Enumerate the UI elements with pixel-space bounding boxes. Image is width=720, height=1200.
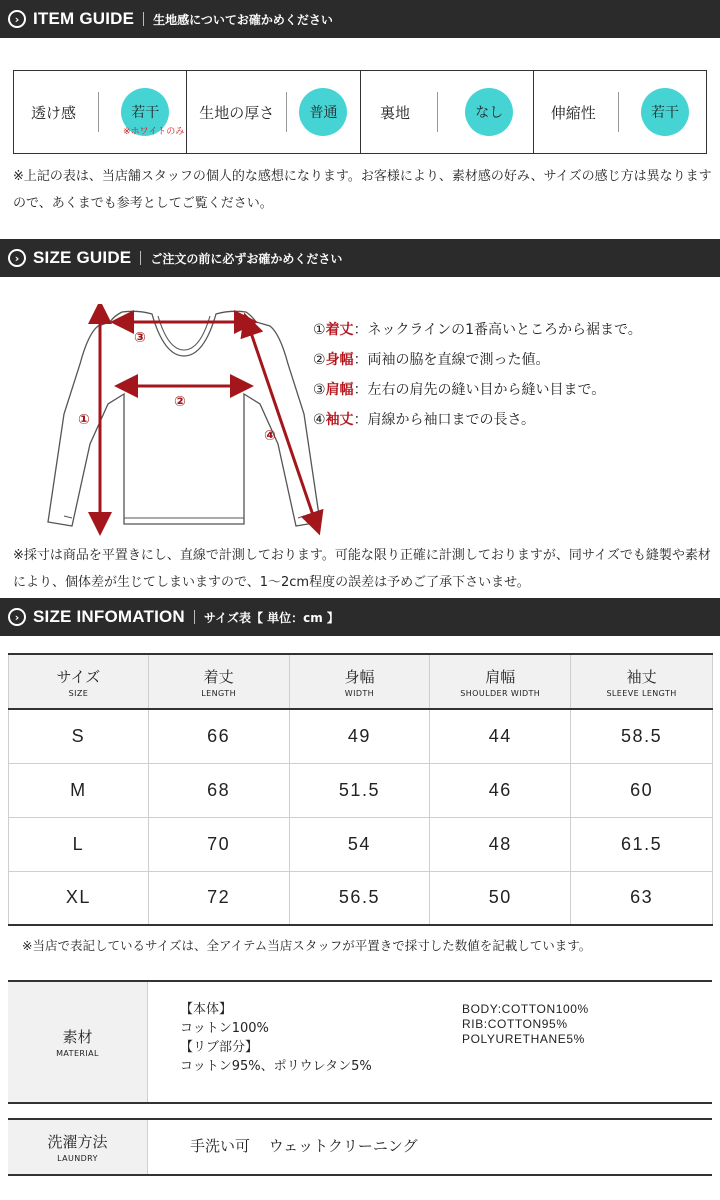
- table-row: [9, 871, 713, 925]
- size-table-header-row: [9, 654, 713, 709]
- size-guide-title: SIZE GUIDE: [33, 248, 132, 267]
- chevron-right-circle-icon: ›: [8, 249, 26, 267]
- table-row: [9, 709, 713, 763]
- shirt-measurement-diagram: [40, 304, 330, 539]
- size-info-header: [0, 598, 720, 636]
- table-cell: 44: [430, 709, 571, 763]
- column-header-jp: 肩幅: [485, 667, 516, 686]
- table-cell: 58.5: [571, 709, 713, 763]
- column-header: [430, 654, 571, 709]
- table-cell: 54: [289, 817, 430, 871]
- material-label-jp: 素材: [62, 1028, 93, 1046]
- guide-value-badge: なし: [465, 88, 513, 136]
- column-header: [9, 654, 149, 709]
- measure-key: 着丈: [325, 322, 354, 338]
- size-table: [8, 653, 713, 926]
- item-guide-header: [0, 0, 720, 38]
- header-divider: [140, 251, 141, 265]
- table-cell: 70: [148, 817, 289, 871]
- measure-item: [313, 405, 642, 435]
- guide-cell-lining: [361, 71, 534, 153]
- item-guide-note: ※上記の表は、当店舗スタッフの個人的な感想になります。お客様により、素材感の好み、サイズの感じ方は異なりますので、あくまでも参考としてご覧ください。: [13, 169, 712, 211]
- column-header: [289, 654, 430, 709]
- measure-key: 袖丈: [325, 412, 354, 428]
- material-line: コットン100%: [180, 1021, 269, 1036]
- table-cell: 66: [148, 709, 289, 763]
- material-label: [8, 982, 148, 1102]
- measure-key: 肩幅: [325, 382, 354, 398]
- guide-value-badge: 普通: [299, 88, 347, 136]
- marker-sleeve: ④: [264, 428, 276, 444]
- fabric-guide-table: [13, 70, 707, 154]
- marker-length: ①: [78, 412, 90, 428]
- table-row: [9, 763, 713, 817]
- measurement-legend: [313, 315, 642, 435]
- size-guide-header: [0, 239, 720, 277]
- size-info-note: ※当店で表記しているサイズは、全アイテム当店スタッフが平置きで採寸した数値を記載しています。: [22, 938, 592, 953]
- measure-item: [313, 315, 642, 345]
- size-guide-subtitle: ご注文の前に必ずお確かめください: [150, 251, 343, 266]
- guide-divider: [286, 92, 287, 132]
- column-header-jp: 身幅: [344, 667, 375, 686]
- table-cell: 61.5: [571, 817, 713, 871]
- measure-item: [313, 345, 642, 375]
- measure-desc: ：左右の肩先の縫い目から縫い目まで。: [353, 382, 606, 398]
- table-cell: 60: [571, 763, 713, 817]
- material-label-en: MATERIAL: [56, 1049, 99, 1058]
- material-line: POLYURETHANE5%: [462, 1032, 585, 1046]
- table-cell: 48: [430, 817, 571, 871]
- column-header-en: SIZE: [68, 688, 89, 698]
- marker-shoulder: ③: [134, 330, 146, 346]
- guide-divider: [98, 92, 99, 132]
- material-line: RIB:COTTON95%: [462, 1017, 568, 1031]
- laundry-value: 手洗い可 ウェットクリーニング: [190, 1137, 418, 1155]
- measure-num: ②: [313, 352, 326, 368]
- size-guide-note: ※採寸は商品を平置きにし、直線で計測しております。可能な限り正確に計測しておりますが、同サイズでも縫製や素材により、個体差が生じてしまいますので、1〜2cm程度の誤差は予めご了承下さいませ。: [13, 548, 711, 590]
- material-jp-text: [180, 1000, 372, 1076]
- measure-item: [313, 375, 642, 405]
- guide-label: 裏地: [380, 103, 411, 122]
- guide-footnote: ※ホワイトのみ: [122, 127, 185, 137]
- column-header-en: SHOULDER WIDTH: [460, 688, 541, 698]
- header-divider: [194, 610, 195, 624]
- header-divider: [143, 12, 144, 26]
- size-info-subtitle: サイズ表【 単位：cm 】: [203, 610, 339, 625]
- table-cell: XL: [9, 871, 149, 925]
- column-header-en: WIDTH: [344, 688, 375, 698]
- table-cell: 72: [148, 871, 289, 925]
- column-header-jp: 袖丈: [626, 667, 657, 686]
- material-line: コットン95%、ポリウレタン5%: [180, 1059, 372, 1074]
- laundry-label-jp: 洗濯方法: [47, 1133, 108, 1151]
- guide-divider: [437, 92, 438, 132]
- measure-num: ①: [313, 322, 326, 338]
- chevron-right-circle-icon: ›: [8, 608, 26, 626]
- guide-cell-thickness: [187, 71, 360, 153]
- material-en-text: [462, 1002, 589, 1047]
- column-header: [148, 654, 289, 709]
- measure-key: 身幅: [325, 352, 354, 368]
- column-header-en: SLEEVE LENGTH: [606, 688, 677, 698]
- laundry-label: [8, 1120, 148, 1174]
- material-line: 【リブ部分】: [180, 1040, 259, 1055]
- table-cell: 56.5: [289, 871, 430, 925]
- chevron-right-circle-icon: ›: [8, 10, 26, 28]
- item-guide-title: ITEM GUIDE: [33, 9, 135, 28]
- table-cell: L: [9, 817, 149, 871]
- guide-divider: [618, 92, 619, 132]
- guide-cell-sheerness: [14, 71, 187, 153]
- measure-desc: ：ネックラインの1番高いところから裾まで。: [353, 322, 642, 338]
- table-cell: 49: [289, 709, 430, 763]
- table-cell: 68: [148, 763, 289, 817]
- item-guide-subtitle: 生地感についてお確かめください: [153, 12, 333, 27]
- measure-desc: ：両袖の脇を直線で測った値。: [353, 352, 550, 368]
- table-cell: M: [9, 763, 149, 817]
- guide-label: 生地の厚さ: [199, 103, 275, 122]
- column-header: [571, 654, 713, 709]
- table-cell: 50: [430, 871, 571, 925]
- column-header-en: LENGTH: [201, 688, 237, 698]
- column-header-jp: サイズ: [56, 667, 101, 686]
- measure-desc: ：肩線から袖口までの長さ。: [353, 412, 536, 428]
- guide-label: 伸縮性: [550, 103, 596, 122]
- size-info-title: SIZE INFOMATION: [33, 607, 185, 626]
- table-cell: 63: [571, 871, 713, 925]
- material-line: 【本体】: [180, 1002, 233, 1017]
- guide-cell-stretch: [534, 71, 706, 153]
- table-row: [9, 817, 713, 871]
- marker-width: ②: [174, 394, 186, 410]
- guide-label: 透け感: [31, 103, 77, 122]
- material-line: BODY:COTTON100%: [462, 1002, 589, 1016]
- laundry-label-en: LAUNDRY: [57, 1154, 98, 1163]
- guide-value-badge: 若干: [121, 88, 169, 136]
- table-cell: S: [9, 709, 149, 763]
- measure-num: ④: [313, 412, 326, 428]
- table-cell: 46: [430, 763, 571, 817]
- measure-num: ③: [313, 382, 326, 398]
- table-cell: 51.5: [289, 763, 430, 817]
- guide-value-badge: 若干: [641, 88, 689, 136]
- column-header-jp: 着丈: [203, 667, 234, 686]
